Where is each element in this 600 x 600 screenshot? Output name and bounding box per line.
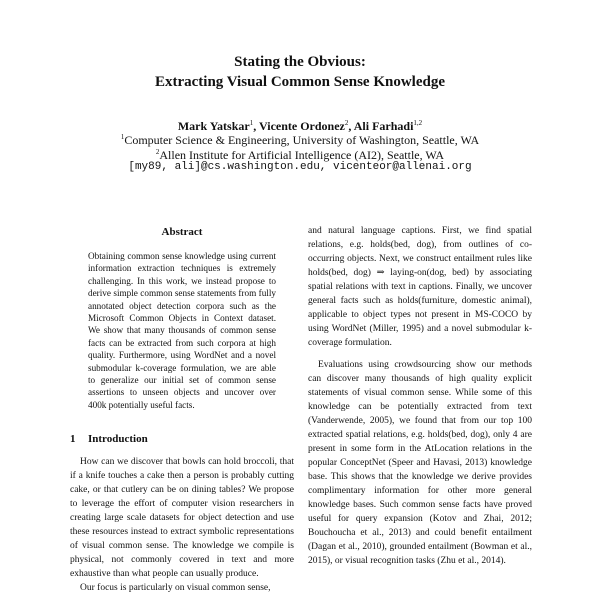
- affiliation-marker: 1: [120, 133, 125, 141]
- author-name: Vicente Ordonez: [259, 119, 345, 133]
- body-paragraph: Evaluations using crowdsourcing show our methods can discover many thousands of high quality explicit statements of visual common sense. While some of this knowledge can be potentially extracted from text (Vanderwende, 2005), we found that from our top 100 extracted spatial relations, e.g. holds(bed, dog), only 4 are present in some form in the AtLocation relations in the popular ConceptNet (Speer and Havasi, 2013) knowledge base. This shows that the knowledge we derive provides complimentary information for other more general knowledge bases. Such common sense facts have proved useful for query expansion (Kotov and Zhai, 2012; Bouchoucha et al., 2013) and could benefit entailment (Dagan et al., 2010), grounded entailment (Bowman et al., 2015), or visual recognition tasks (Zhu et al., 2014).: [308, 360, 532, 566]
- author-affiliation-marker: 1: [249, 119, 254, 127]
- introduction-paragraph: How can we discover that bowls can hold broccoli, that if a knife touches a cake then a person is probably cutting cake, or that cutlery can be on dining tables? We propose to leverage the effort of computer vision researchers in creating large scale datasets for object detection and use these resources instead to extract symbolic representations of visual common sense. The knowledge we compile is physical, not commonly covered in text and more exhaustive than what people can usually produce.: [70, 457, 294, 580]
- section-heading-introduction: [70, 433, 294, 445]
- abstract-text: Obtaining common sense knowledge using current information extraction techniques is extremely challenging. In this work, we instead propose to derive simple common sense statements from fully annotated object detection corpora such as the Microsoft Common Objects in Context dataset. We show that many thousands of common sense facts can be extracted from such corpora at high quality. Furthermore, using WordNet and a novel submodular k-coverage formulation, we are able to generalize our initial set of common sense assertions to unseen objects and uncover over 400k potentially useful facts.: [88, 251, 276, 410]
- section-title: Introduction: [88, 433, 148, 446]
- affiliation-text: Allen Institute for Artificial Intelligence (AI2), Seattle, WA: [159, 148, 445, 162]
- author-affiliation-marker: 2: [344, 119, 349, 127]
- paper-title-line-2: Extracting Visual Common Sense Knowledge: [154, 74, 445, 90]
- section-number: 1: [70, 433, 76, 446]
- affiliation-text: Computer Science & Engineering, University of Washington, Seattle, WA: [124, 133, 480, 147]
- paper-title-line-1: Stating the Obvious:: [234, 54, 366, 70]
- author-separator: ,: [253, 119, 260, 133]
- abstract-heading: Abstract: [161, 226, 203, 238]
- right-column: [308, 224, 532, 568]
- body-paragraph: and natural language captions. First, we find spatial relations, e.g. holds(bed, dog), from outlines of co-occurring objects. Next, we construct entailment rules like holds(bed, dog) ⇒ laying-on(dog, bed) by associating spatial relations with text in captions. Finally, we uncover general facts such as holds(furniture, domestic animal), applicable to object types not present in MS-COCO by using WordNet (Miller, 1995) and a novel submodular k-coverage formulation.: [308, 226, 532, 348]
- author-name: Ali Farhadi: [353, 119, 414, 133]
- author-affiliation-marker: 1,2: [413, 119, 423, 127]
- affiliation-marker: 2: [155, 148, 160, 156]
- left-column: [70, 226, 294, 595]
- author-name: Mark Yatskar: [177, 119, 250, 133]
- introduction-paragraph-tail: Our focus is particularly on visual common sense,: [80, 583, 271, 594]
- author-emails: [my89, ali]@cs.washington.edu, vicenteor@allenai.org: [128, 161, 472, 173]
- author-separator: ,: [348, 119, 354, 133]
